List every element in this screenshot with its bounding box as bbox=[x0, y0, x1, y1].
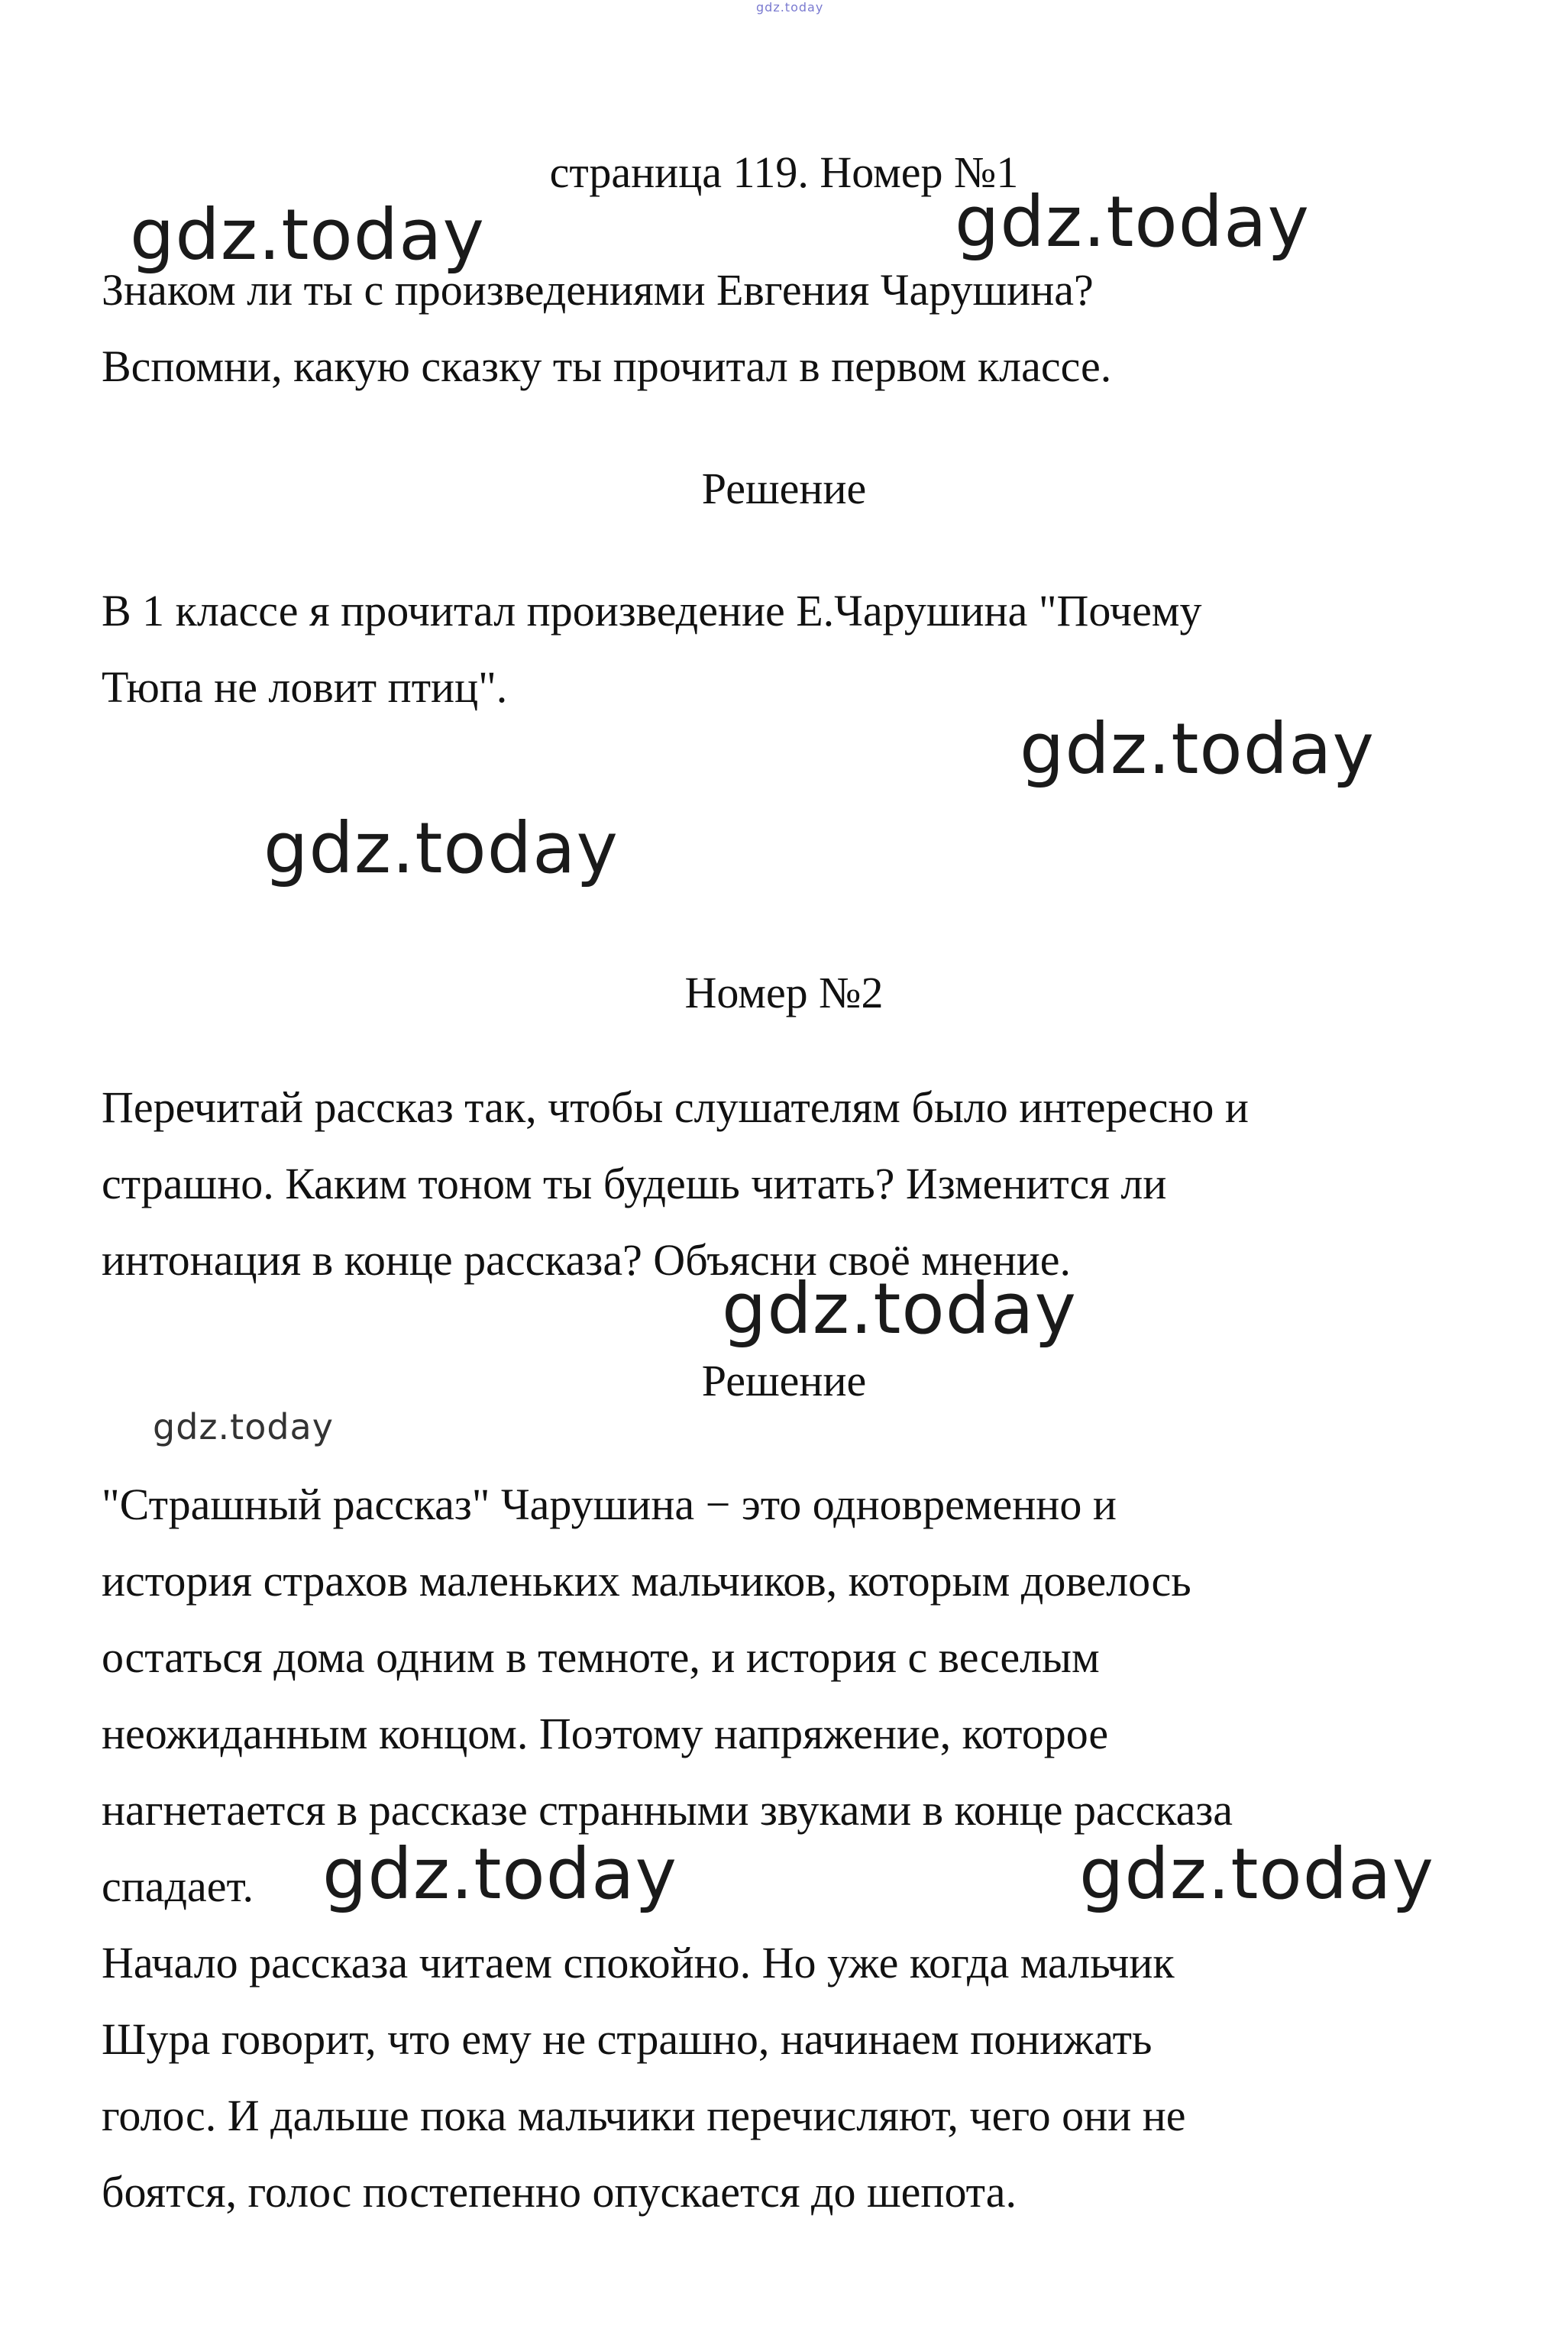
watermark-4: gdz.today bbox=[263, 807, 619, 889]
task2-answer-p2-line-3: голос. И дальше пока мальчики перечисляют, чего они не bbox=[102, 2091, 1186, 2140]
task2-answer-p2-line-1: Начало рассказа читаем спокойно. Но уже когда мальчик bbox=[102, 1938, 1175, 1988]
task2-heading: Номер №2 bbox=[684, 968, 884, 1017]
watermark-7: gdz.today bbox=[322, 1833, 677, 1915]
task1-question-line-1: Знаком ли ты с произведениями Евгения Чарушина? bbox=[102, 265, 1094, 315]
task2-answer-p1-line-4: неожиданным концом. Поэтому напряжение, которое bbox=[102, 1709, 1109, 1758]
watermark-1: gdz.today bbox=[130, 194, 485, 276]
watermark-5: gdz.today bbox=[722, 1268, 1077, 1350]
task2-answer-p1-line-3: остаться дома одним в темноте, и история с веселым bbox=[102, 1632, 1100, 1682]
task2-answer-p1-line-5: нагнетается в рассказе странными звуками в конце рассказа bbox=[102, 1785, 1233, 1835]
task2-answer-p2-line-2: Шура говорит, что ему не страшно, начинаем понижать bbox=[102, 2014, 1153, 2064]
task1-answer-line-2: Тюпа не ловит птиц". bbox=[102, 662, 508, 712]
task2-question-line-2: страшно. Каким тоном ты будешь читать? Изменится ли bbox=[102, 1159, 1167, 1208]
task2-solution-label: Решение bbox=[701, 1356, 867, 1405]
watermark-3: gdz.today bbox=[1020, 708, 1375, 790]
task2-question-line-1: Перечитай рассказ так, чтобы слушателям было интересно и bbox=[102, 1082, 1249, 1132]
task1-answer bbox=[102, 573, 1202, 726]
task2-question bbox=[102, 1069, 1249, 1299]
watermark-top: gdz.today bbox=[756, 0, 824, 15]
task1-solution-label: Решение bbox=[701, 464, 867, 513]
watermark-2: gdz.today bbox=[955, 181, 1310, 263]
task1-answer-line-1: В 1 классе я прочитал произведение Е.Чарушина "Почему bbox=[102, 586, 1202, 636]
task1-heading: страница 119. Номер №1 bbox=[549, 147, 1019, 197]
task2-answer-paragraph-2 bbox=[102, 1925, 1186, 2230]
task2-answer-p1-line-6: спадает. bbox=[102, 1861, 254, 1911]
task2-answer-p1-line-1: "Страшный рассказ" Чарушина − это одновременно и bbox=[102, 1480, 1117, 1529]
task2-question-line-3: интонация в конце рассказа? Объясни своё мнение. bbox=[102, 1235, 1072, 1285]
watermark-8: gdz.today bbox=[1079, 1833, 1434, 1915]
task2-answer-p1-line-2: история страхов маленьких мальчиков, которым довелось bbox=[102, 1556, 1191, 1606]
watermark-6: gdz.today bbox=[153, 1406, 334, 1447]
task1-question-line-2: Вспомни, какую сказку ты прочитал в первом классе. bbox=[102, 341, 1112, 391]
task2-answer-p2-line-4: боятся, голос постепенно опускается до шепота. bbox=[102, 2167, 1017, 2217]
